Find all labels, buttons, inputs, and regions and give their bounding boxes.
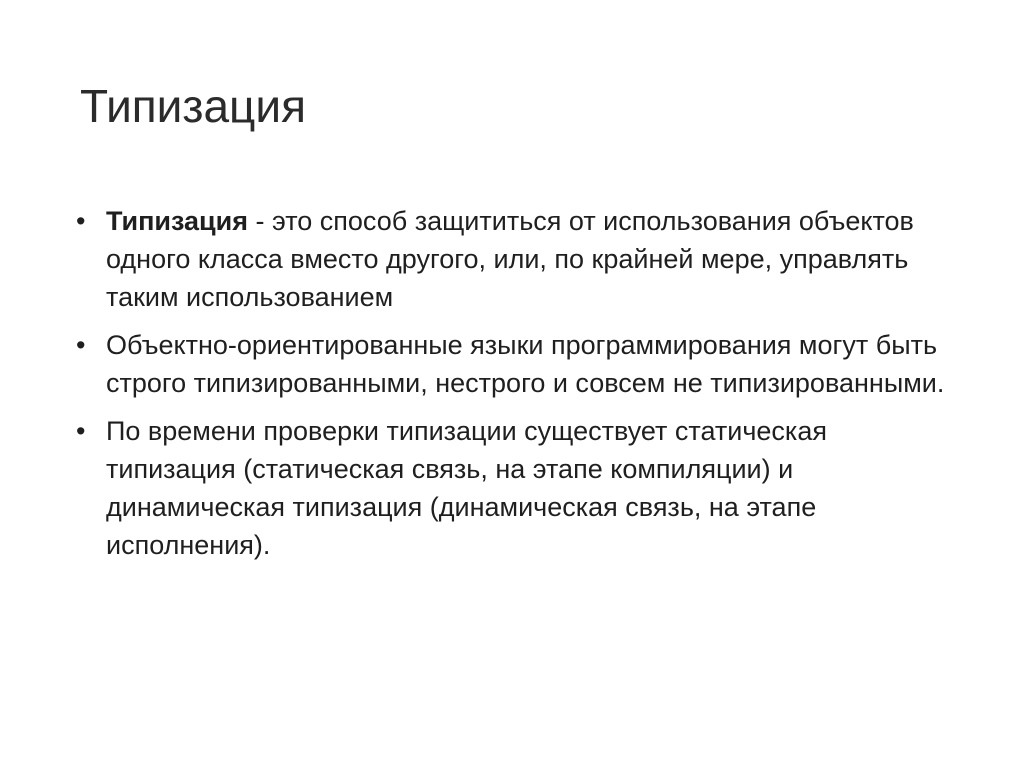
bullet-text: - это способ защититься от использования объектов одного класса вместо другого, или, по крайней мере, управлять таким использованием <box>106 206 914 312</box>
bullet-icon: • <box>76 206 86 236</box>
bullet-item-typing-definition <box>76 202 956 316</box>
bullet-text: По времени проверки типизации существует статическая типизация (статическая связь, на этапе компиляции) и динамическая типизация (динамическая связь, на этапе исполнения). <box>106 416 827 560</box>
bullet-list <box>76 202 956 574</box>
bullet-icon: • <box>76 330 86 360</box>
bullet-text: Объектно-ориентированные языки программирования могут быть строго типизированными, нестрого и совсем не типизированными. <box>106 330 945 398</box>
bullet-item-oop-languages <box>76 326 956 402</box>
slide-title: Типизация <box>80 80 307 132</box>
bullet-item-static-dynamic <box>76 412 956 564</box>
bullet-term: Типизация <box>106 206 249 236</box>
bullet-icon: • <box>76 416 86 446</box>
